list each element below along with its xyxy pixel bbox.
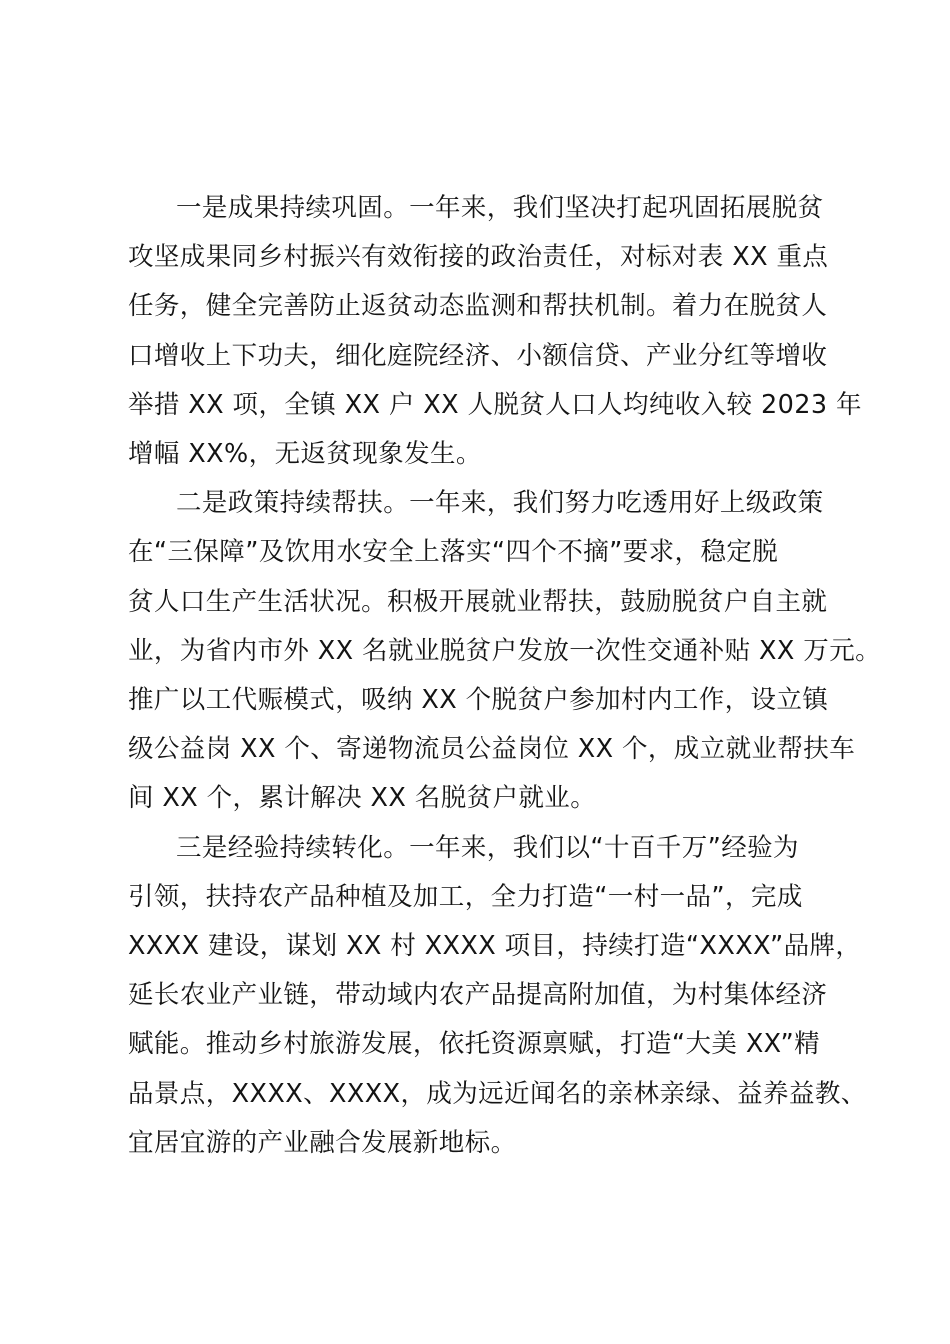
text-line: 任务，健全完善防止返贫动态监测和帮扶机制。着力在脱贫人 bbox=[128, 291, 828, 322]
text-line: 口增收上下功夫，细化庭院经济、小额信贷、产业分红等增收 bbox=[128, 340, 828, 371]
text-line: 在“三保障”及饮用水安全上落实“四个不摘”要求，稳定脱 bbox=[128, 537, 779, 568]
text-line: 二是政策持续帮扶。一年来，我们努力吃透用好上级政策 bbox=[176, 488, 824, 519]
text-line: 一是成果持续巩固。一年来，我们坚决打起巩固拓展脱贫 bbox=[176, 193, 824, 223]
text-line: 贫人口生产生活状况。积极开展就业帮扶，鼓励脱贫户自主就 bbox=[128, 586, 828, 617]
text-line: 级公益岗 XX 个、寄递物流员公益岗位 XX 个，成立就业帮扶车 bbox=[128, 734, 856, 765]
text-line: 攻坚成果同乡村振兴有效衔接的政治责任，对标对表 XX 重点 bbox=[128, 242, 829, 273]
text-line: 增幅 XX%，无返贫现象发生。 bbox=[128, 439, 482, 470]
text-line: 品景点，XXXX、XXXX，成为远近闻名的亲林亲绿、益养益教、 bbox=[128, 1078, 867, 1109]
text-line: 推广以工代赈模式，吸纳 XX 个脱贫户参加村内工作，设立镇 bbox=[128, 685, 829, 716]
paragraph-achievements bbox=[128, 184, 862, 479]
text-line: XXXX 建设，谋划 XX 村 XXXX 项目，持续打造“XXXX”品牌， bbox=[128, 931, 862, 962]
paragraph-policy bbox=[128, 479, 882, 823]
text-line: 业，为省内市外 XX 名就业脱贫户发放一次性交通补贴 XX 万元。 bbox=[128, 635, 882, 666]
text-line: 三是经验持续转化。一年来，我们以“十百千万”经验为 bbox=[176, 832, 799, 863]
text-line: 赋能。推动乡村旅游发展，依托资源禀赋，打造“大美 XX”精 bbox=[128, 1029, 821, 1060]
text-line: 宜居宜游的产业融合发展新地标。 bbox=[128, 1127, 517, 1158]
text-line: 引领，扶持农产品种植及加工，全力打造“一村一品”，完成 bbox=[128, 881, 803, 912]
document-body bbox=[128, 184, 882, 1168]
text-line: 举措 XX 项，全镇 XX 户 XX 人脱贫人口人均纯收入较 2023 年 bbox=[128, 389, 862, 420]
text-line: 延长农业产业链，带动域内农产品提高附加值，为村集体经济 bbox=[128, 980, 828, 1011]
text-line: 间 XX 个，累计解决 XX 名脱贫户就业。 bbox=[128, 783, 597, 814]
paragraph-experience bbox=[128, 824, 867, 1168]
